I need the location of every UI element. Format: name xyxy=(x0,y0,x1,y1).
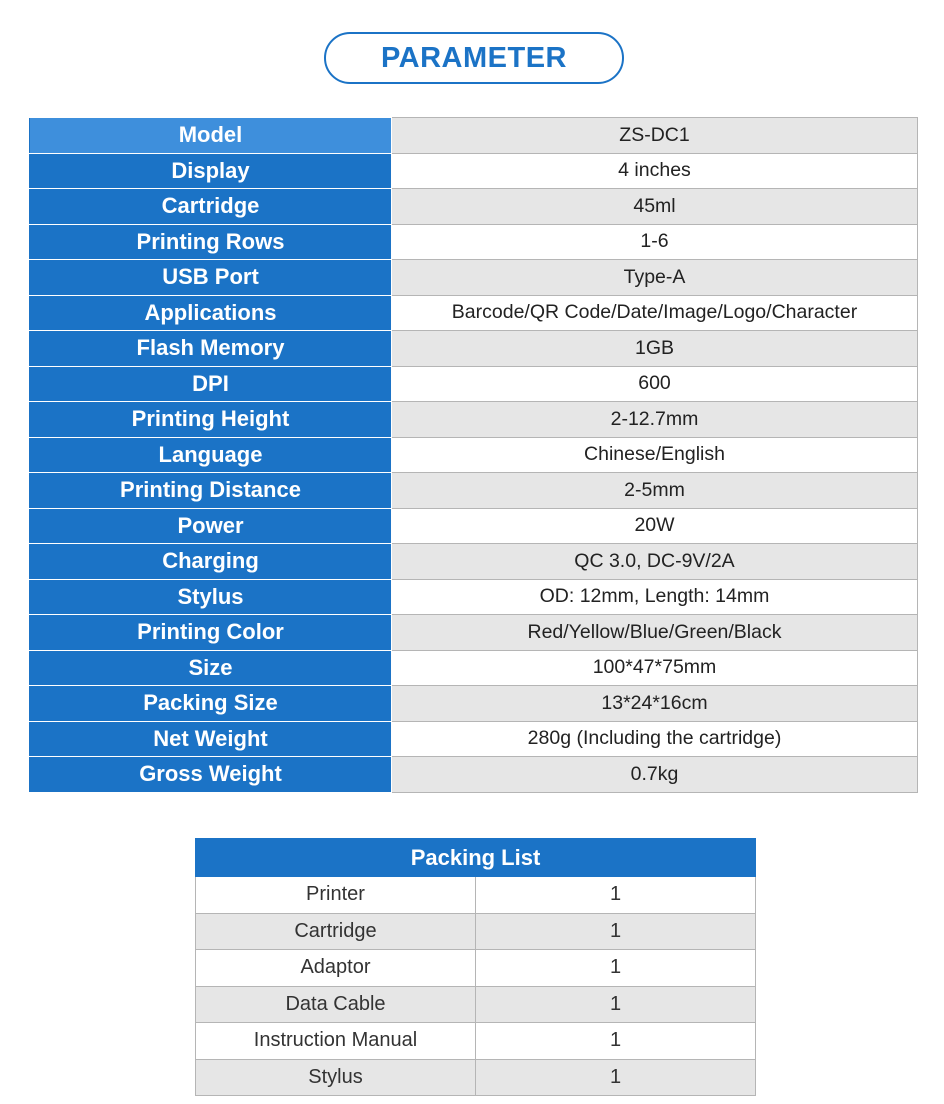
spec-row-usb-port xyxy=(30,260,918,296)
spec-label: USB Port xyxy=(30,260,392,296)
packing-row xyxy=(196,913,756,950)
spec-label: Model xyxy=(30,118,392,154)
spec-label: Language xyxy=(30,437,392,473)
spec-row-display xyxy=(30,153,918,189)
packing-row xyxy=(196,986,756,1023)
spec-label: Printing Rows xyxy=(30,224,392,260)
spec-label: Display xyxy=(30,153,392,189)
spec-label: Printing Color xyxy=(30,615,392,651)
spec-row-dpi xyxy=(30,366,918,402)
spec-row-packing-size xyxy=(30,686,918,722)
spec-row-printing-rows xyxy=(30,224,918,260)
spec-value: 280g (Including the cartridge) xyxy=(392,721,918,757)
page-title: PARAMETER xyxy=(324,32,624,84)
packing-row xyxy=(196,1023,756,1060)
spec-value: 4 inches xyxy=(392,153,918,189)
packing-list-title: Packing List xyxy=(196,839,756,877)
spec-label: Applications xyxy=(30,295,392,331)
packing-item-name: Stylus xyxy=(196,1059,476,1096)
spec-label: Gross Weight xyxy=(30,757,392,793)
spec-row-language xyxy=(30,437,918,473)
spec-label: Power xyxy=(30,508,392,544)
spec-value: 20W xyxy=(392,508,918,544)
spec-label: Printing Height xyxy=(30,402,392,438)
spec-value: 1-6 xyxy=(392,224,918,260)
spec-row-flash-memory xyxy=(30,331,918,367)
packing-item-name: Cartridge xyxy=(196,913,476,950)
spec-value: 2-12.7mm xyxy=(392,402,918,438)
spec-value: 600 xyxy=(392,366,918,402)
spec-label: Packing Size xyxy=(30,686,392,722)
packing-item-qty: 1 xyxy=(476,877,756,914)
spec-row-printing-height xyxy=(30,402,918,438)
spec-row-stylus xyxy=(30,579,918,615)
spec-value: ZS-DC1 xyxy=(392,118,918,154)
spec-value: Barcode/QR Code/Date/Image/Logo/Character xyxy=(392,295,918,331)
packing-item-qty: 1 xyxy=(476,986,756,1023)
spec-row-cartridge xyxy=(30,189,918,225)
spec-row-net-weight xyxy=(30,721,918,757)
spec-value: Type-A xyxy=(392,260,918,296)
spec-value: 1GB xyxy=(392,331,918,367)
spec-row-printing-distance xyxy=(30,473,918,509)
spec-row-size xyxy=(30,650,918,686)
spec-row-power xyxy=(30,508,918,544)
packing-item-qty: 1 xyxy=(476,913,756,950)
packing-row xyxy=(196,950,756,987)
packing-row xyxy=(196,1059,756,1096)
spec-row-charging xyxy=(30,544,918,580)
packing-list-table xyxy=(195,838,756,1096)
packing-item-name: Adaptor xyxy=(196,950,476,987)
packing-item-qty: 1 xyxy=(476,1023,756,1060)
spec-row-printing-color xyxy=(30,615,918,651)
spec-label: Stylus xyxy=(30,579,392,615)
packing-item-qty: 1 xyxy=(476,1059,756,1096)
spec-value: QC 3.0, DC-9V/2A xyxy=(392,544,918,580)
spec-value: 2-5mm xyxy=(392,473,918,509)
spec-value: OD: 12mm, Length: 14mm xyxy=(392,579,918,615)
spec-row-model xyxy=(30,118,918,154)
spec-label: Cartridge xyxy=(30,189,392,225)
spec-label: Net Weight xyxy=(30,721,392,757)
spec-label: Size xyxy=(30,650,392,686)
spec-value: 45ml xyxy=(392,189,918,225)
spec-value: Red/Yellow/Blue/Green/Black xyxy=(392,615,918,651)
spec-label: Charging xyxy=(30,544,392,580)
packing-row xyxy=(196,877,756,914)
spec-row-gross-weight xyxy=(30,757,918,793)
spec-value: 13*24*16cm xyxy=(392,686,918,722)
spec-value: Chinese/English xyxy=(392,437,918,473)
spec-label: Flash Memory xyxy=(30,331,392,367)
packing-item-qty: 1 xyxy=(476,950,756,987)
spec-label: DPI xyxy=(30,366,392,402)
packing-item-name: Data Cable xyxy=(196,986,476,1023)
spec-value: 100*47*75mm xyxy=(392,650,918,686)
packing-item-name: Instruction Manual xyxy=(196,1023,476,1060)
spec-label: Printing Distance xyxy=(30,473,392,509)
spec-value: 0.7kg xyxy=(392,757,918,793)
packing-item-name: Printer xyxy=(196,877,476,914)
parameter-table xyxy=(29,117,918,793)
spec-row-applications xyxy=(30,295,918,331)
